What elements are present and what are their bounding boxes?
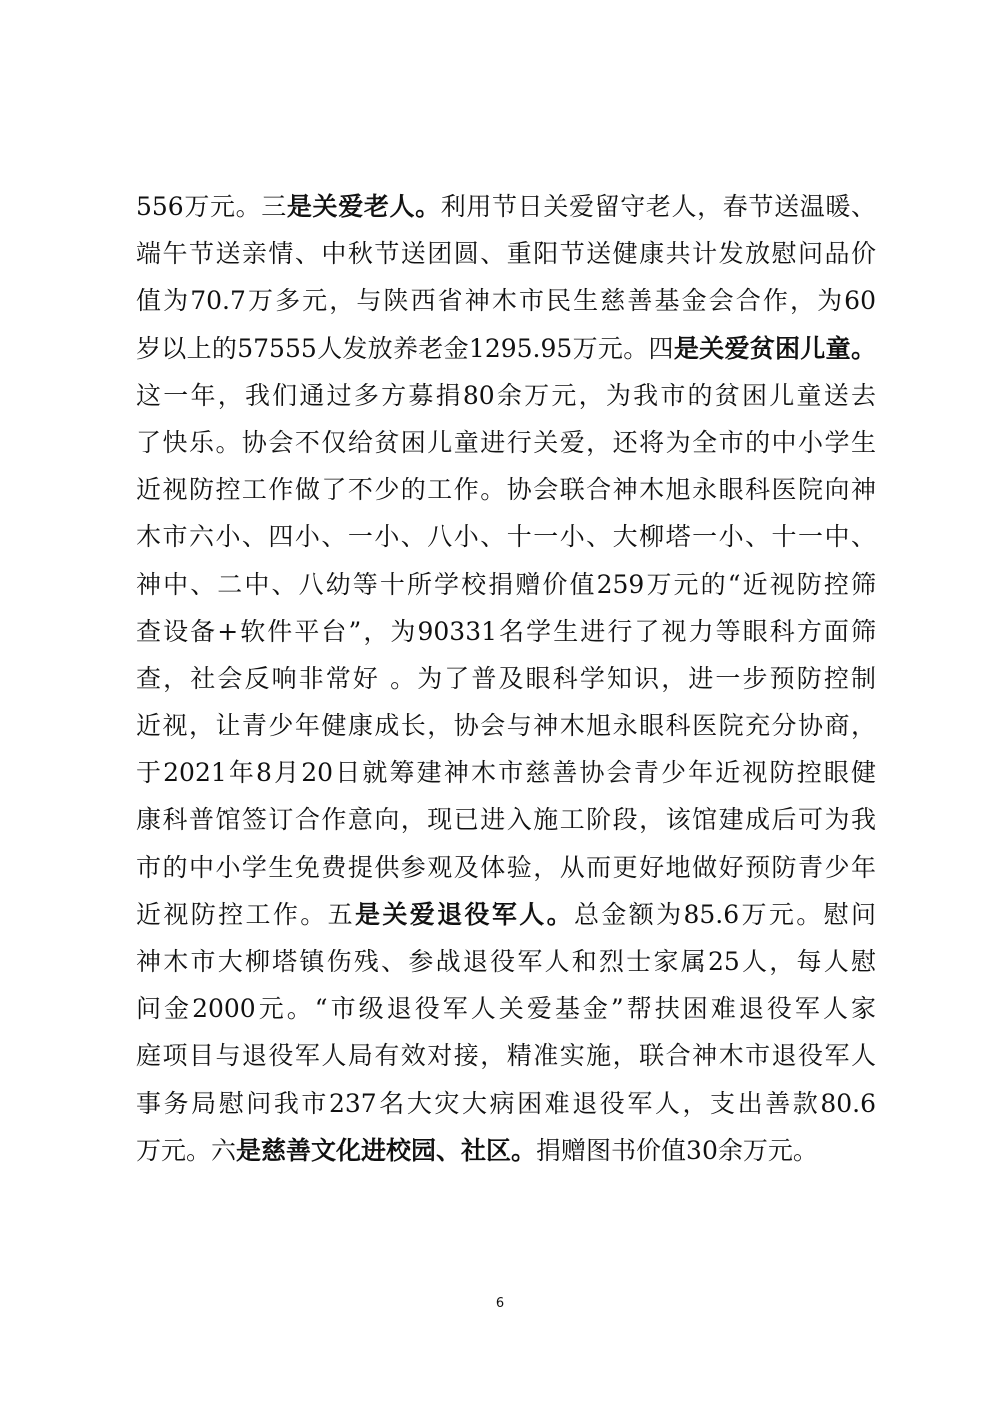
text-line — [136, 1032, 876, 1079]
bold-heading-phrase: 是关爱老人。 — [286, 192, 441, 221]
text-line — [136, 844, 876, 891]
text-line — [136, 277, 876, 324]
text-line — [136, 1080, 876, 1127]
text-segment: 于2021年8月20日就筹建神木市慈善协会青少年近视防控眼健 — [136, 758, 876, 788]
text-line — [136, 655, 876, 702]
text-segment: 556万元。三 — [136, 192, 287, 221]
text-segment: 近视防控工作做了不少的工作。协会联合神木旭永眼科医院向神 — [136, 475, 876, 505]
text-line — [136, 419, 876, 466]
text-segment: 近视防控工作。五 — [136, 899, 355, 929]
text-segment: 木市六小、四小、一小、八小、十一小、大柳塔一小、十一中、 — [136, 522, 876, 552]
text-line — [136, 985, 876, 1032]
text-line — [136, 608, 876, 655]
text-segment: 市的中小学生免费提供参观及体验，从而更好地做好预防青少年 — [136, 852, 876, 882]
text-segment: 查设备+软件平台”，为90331名学生进行了视力等眼科方面筛 — [136, 616, 876, 646]
text-line — [136, 466, 876, 513]
bold-heading-phrase: 是关爱退役军人。 — [354, 899, 574, 929]
text-line — [136, 796, 876, 843]
text-line — [136, 372, 876, 419]
text-line — [136, 938, 876, 985]
text-segment: 捐赠图书价值30余万元。 — [536, 1135, 818, 1165]
text-segment: 端午节送亲情、中秋节送团圆、重阳节送健康共计发放慰问品价 — [136, 239, 876, 269]
text-segment: 了快乐。协会不仅给贫困儿童进行关爱，还将为全市的中小学生 — [136, 427, 876, 457]
text-segment: 近视，让青少年健康成长，协会与神木旭永眼科医院充分协商， — [136, 711, 876, 741]
bold-heading-phrase: 是慈善文化进校园、社区。 — [236, 1135, 537, 1165]
text-segment: 万元。六 — [136, 1135, 237, 1165]
text-line — [136, 702, 876, 749]
text-segment: 事务局慰问我市237名大灾大病困难退役军人，支出善款80.6 — [136, 1088, 876, 1118]
text-line — [136, 749, 876, 796]
text-segment: 神木市大柳塔镇伤残、参战退役军人和烈士家属25人，每人慰 — [136, 947, 876, 976]
text-segment: 值为70.7万多元，与陕西省神木市民生慈善基金会合作，为60 — [136, 286, 876, 316]
text-line — [136, 513, 876, 560]
text-segment: 神中、二中、八幼等十所学校捐赠价值259万元的“近视防控筛 — [136, 569, 876, 599]
text-line — [136, 230, 876, 277]
text-segment: 庭项目与退役军人局有效对接，精准实施，联合神木市退役军人 — [136, 1041, 876, 1071]
text-line — [136, 1127, 876, 1174]
page-number: 6 — [495, 1296, 505, 1311]
text-segment: 利用节日关爱留守老人，春节送温暖、 — [440, 192, 876, 221]
text-line — [136, 891, 876, 938]
text-segment: 康科普馆签订合作意向，现已进入施工阶段，该馆建成后可为我 — [136, 805, 876, 835]
text-line — [136, 561, 876, 608]
text-segment: 查，社会反响非常好 。为了普及眼科学知识，进一步预防控制 — [136, 663, 876, 693]
text-line — [136, 325, 876, 372]
text-segment: 岁以上的57555人发放养老金1295.95万元。四 — [136, 333, 674, 363]
document-body — [136, 183, 876, 1174]
text-segment: 这一年，我们通过多方募捐80余万元，为我市的贫困儿童送去 — [136, 380, 876, 410]
text-segment: 问金2000元。“市级退役军人关爱基金”帮扶困难退役军人家 — [136, 994, 876, 1024]
bold-heading-phrase: 是关爱贫困儿童。 — [673, 333, 876, 363]
text-segment: 总金额为85.6万元。慰问 — [573, 899, 876, 929]
text-line — [136, 183, 876, 230]
